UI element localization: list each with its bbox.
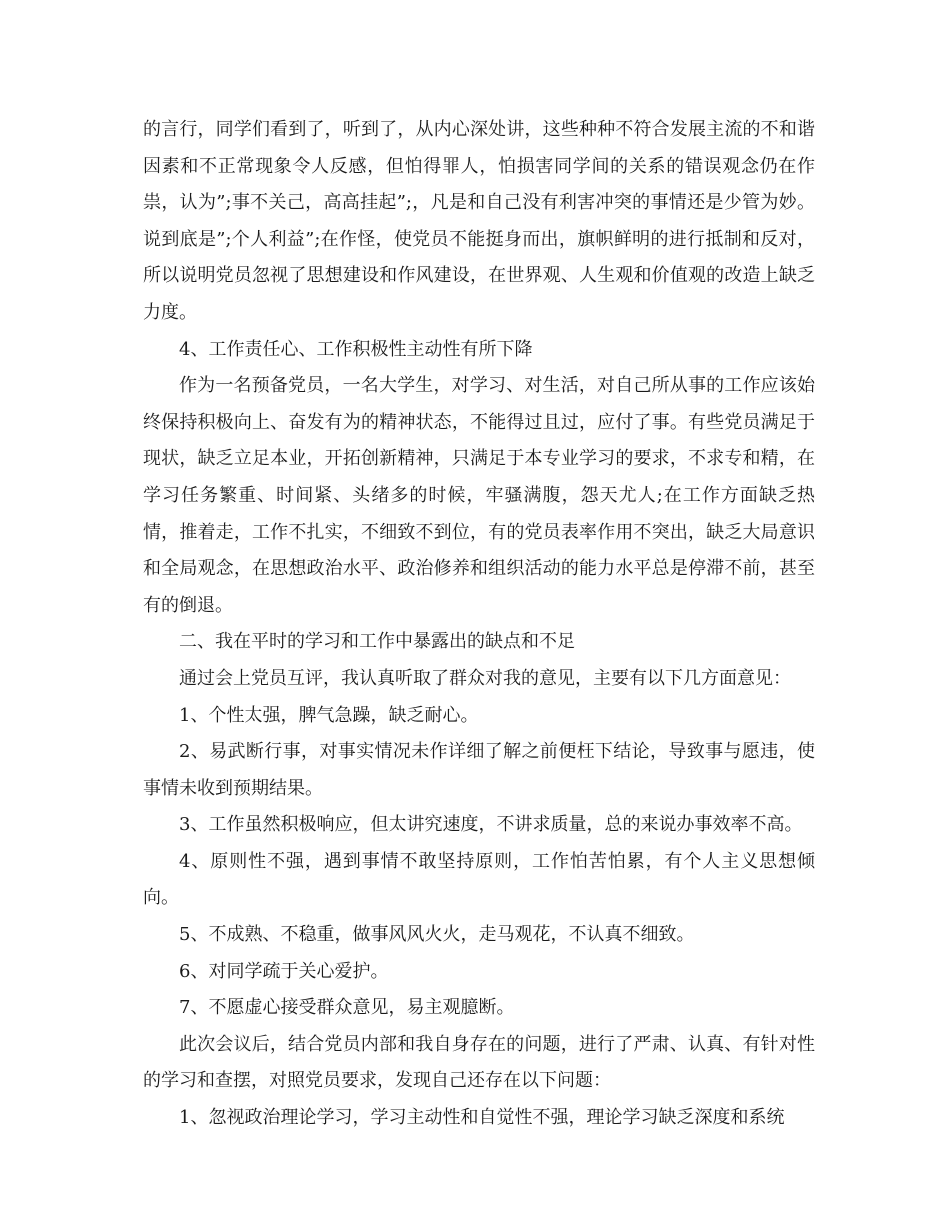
list-item: 7、不愿虚心接受群众意见，易主观臆断。 xyxy=(179,997,515,1019)
paragraph-body: 作为一名预备党员，一名大学生，对学习、对生活，对自己所从事的工作应该始终保持积极向上、奋发有为的精神状态，不能得过且过，应付了事。有些党员满足于现状，缺乏立足本业，开拓创新精神，只满足于本专业学习的要求，不求专和精，在学习任务繁重、时间紧、头绪多的时候，牢骚满腹，怨天尤人;在工作方面缺乏热情，推着走，工作不扎实，不细致不到位，有的党员表率作用不突出，缺乏大局意识和全局观念，在思想政治水平、政治修养和组织活动的能力水平总是停滞不前，甚至有的倒退。 xyxy=(143,375,815,616)
list-item: 3、工作虽然积极响应，但太讲究速度，不讲求质量，总的来说办事效率不高。 xyxy=(179,814,803,836)
list-item: 6、对同学疏于关心爱护。 xyxy=(179,960,389,982)
list-item: 1、忽视政治理论学习，学习主动性和自觉性不强，理论学习缺乏深度和系统 xyxy=(179,1107,785,1129)
paragraph-body: 此次会议后，结合党员内部和我自身存在的问题，进行了严肃、认真、有针对性的学习和查摆，对照党员要求，发现自己还存在以下问题： xyxy=(143,1033,815,1092)
document-body xyxy=(143,112,815,1137)
list-item: 1、个性太强，脾气急躁，缺乏耐心。 xyxy=(179,704,479,726)
list-item: 5、不成熟、不稳重，做事风风火火，走马观花，不认真不细致。 xyxy=(179,924,695,946)
paragraph-intro: 通过会上党员互评，我认真听取了群众对我的意见，主要有以下几方面意见： xyxy=(179,667,791,689)
section-heading-2: 二、我在平时的学习和工作中暴露出的缺点和不足 xyxy=(179,631,575,653)
section-heading-4: 4、工作责任心、工作积极性主动性有所下降 xyxy=(179,338,533,360)
paragraph-continuation: 的言行，同学们看到了，听到了，从内心深处讲，这些种种不符合发展主流的不和谐因素和不正常现象令人反感，但怕得罪人，怕损害同学间的关系的错误观念仍在作祟，认为”;事不关己，高高挂起”;，凡是和自己没有利害冲突的事情还是少管为妙。说到底是”;个人利益”;在作怪，使党员不能挺身而出，旗帜鲜明的进行抵制和反对，所以说明党员忽视了思想建设和作风建设，在世界观、人生观和价值观的改造上缺乏力度。 xyxy=(143,119,815,323)
list-item: 2、易武断行事，对事实情况未作详细了解之前便枉下结论，导致事与愿违，使事情未收到预期结果。 xyxy=(143,741,815,799)
list-item: 4、原则性不强，遇到事情不敢坚持原则，工作怕苦怕累，有个人主义思想倾向。 xyxy=(143,850,815,909)
